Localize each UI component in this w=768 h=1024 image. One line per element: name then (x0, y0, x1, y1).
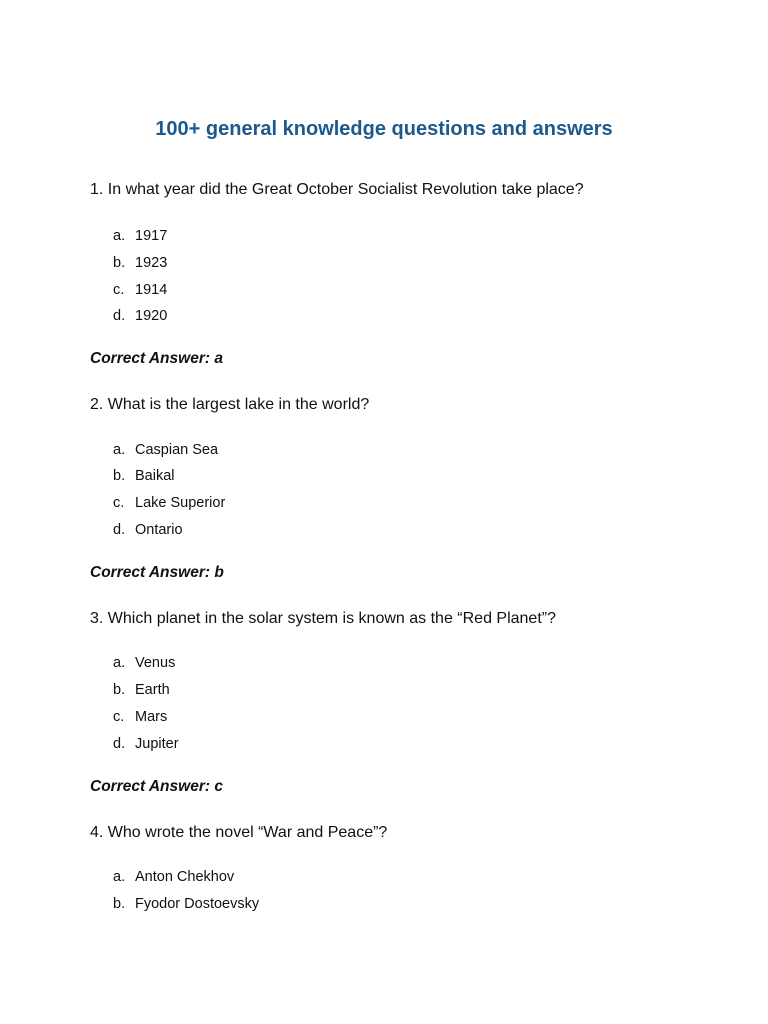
option-text: 1917 (135, 228, 168, 244)
option-item (113, 521, 183, 539)
option-letter: c. (113, 709, 125, 725)
question-text: 4. Who wrote the novel “War and Peace”? (90, 824, 388, 841)
option-text: Baikal (135, 468, 175, 484)
option-item (113, 227, 167, 245)
question-text: 3. Which planet in the solar system is known as the “Red Planet”? (90, 610, 556, 627)
option-letter: d. (113, 308, 126, 324)
option-text: 1914 (135, 282, 168, 298)
option-item (113, 467, 175, 485)
option-letter: d. (113, 522, 126, 538)
option-item (113, 441, 218, 459)
option-letter: a. (113, 869, 126, 885)
option-text: Earth (135, 682, 170, 698)
question-text: 1. In what year did the Great October Socialist Revolution take place? (90, 181, 584, 198)
option-letter: d. (113, 736, 126, 752)
option-text: Jupiter (135, 736, 179, 752)
option-letter: b. (113, 255, 126, 271)
option-text: Caspian Sea (135, 442, 219, 458)
option-text: Fyodor Dostoevsky (135, 896, 260, 912)
option-letter: b. (113, 896, 126, 912)
correct-answer: Correct Answer: c (90, 778, 223, 795)
option-text: Lake Superior (135, 495, 226, 511)
option-item (113, 281, 167, 299)
option-text: 1923 (135, 255, 168, 271)
document-title: 100+ general knowledge questions and answers (155, 118, 613, 140)
option-letter: c. (113, 282, 125, 298)
option-item (113, 868, 234, 886)
option-text: Venus (135, 655, 176, 671)
question-text: 2. What is the largest lake in the world? (90, 396, 370, 413)
option-item (113, 254, 167, 272)
correct-answer: Correct Answer: b (90, 564, 224, 581)
option-text: Mars (135, 709, 168, 725)
option-text: Anton Chekhov (135, 869, 235, 885)
option-letter: a. (113, 655, 126, 671)
option-text: 1920 (135, 308, 168, 324)
option-letter: a. (113, 228, 126, 244)
option-item (113, 307, 167, 325)
option-item (113, 681, 170, 699)
option-item (113, 708, 167, 726)
option-item (113, 494, 225, 512)
correct-answer: Correct Answer: a (90, 350, 223, 367)
option-text: Ontario (135, 522, 183, 538)
option-item (113, 654, 175, 672)
option-letter: c. (113, 495, 125, 511)
option-letter: a. (113, 442, 126, 458)
option-item (113, 895, 259, 913)
option-item (113, 735, 179, 753)
option-letter: b. (113, 468, 126, 484)
option-letter: b. (113, 682, 126, 698)
